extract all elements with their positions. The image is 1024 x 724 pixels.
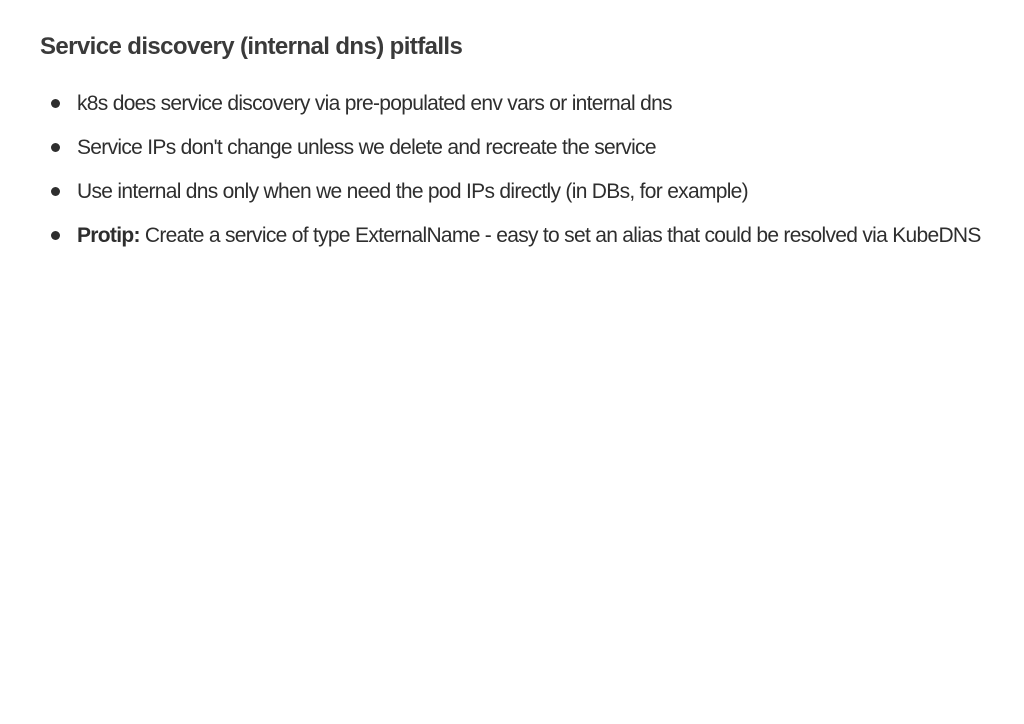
bullet-item [48,131,988,164]
bullet-dot-icon [51,187,60,196]
protip-label: Protip: [77,224,140,247]
bullet-text: Service IPs don't change unless we delete and recreate the service [77,136,656,159]
slide-title: Service discovery (internal dns) pitfalls [40,33,463,60]
bullet-dot-icon [51,99,60,108]
bullet-text: Use internal dns only when we need the pod IPs directly (in DBs, for example) [77,180,748,203]
bullet-item [48,219,988,252]
bullet-text: k8s does service discovery via pre-populated env vars or internal dns [77,92,672,115]
bullet-item [48,87,988,120]
bullet-text: Create a service of type ExternalName - easy to set an alias that could be resolved via KubeDNS [144,224,981,247]
bullet-dot-icon [51,231,60,240]
bullet-list [48,87,988,263]
bullet-item [48,175,988,208]
bullet-dot-icon [51,143,60,152]
